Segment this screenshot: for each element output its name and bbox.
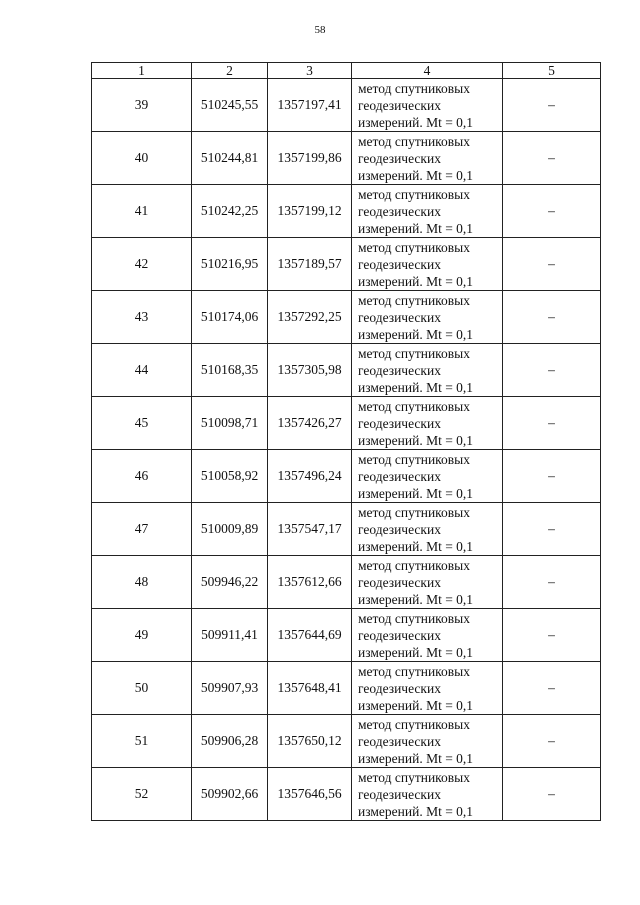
x-coordinate-cell: 510242,25 xyxy=(192,185,268,238)
column-header-1: 1 xyxy=(92,63,192,79)
y-coordinate-cell: 1357199,86 xyxy=(268,132,352,185)
method-cell xyxy=(352,662,503,715)
method-line: метод спутниковых xyxy=(358,186,470,202)
table-header-row xyxy=(92,63,601,79)
method-cell xyxy=(352,503,503,556)
method-line: геодезических xyxy=(358,97,441,113)
method-line: измерений. Mt = 0,1 xyxy=(358,591,474,607)
method-cell xyxy=(352,768,503,821)
x-coordinate-cell: 510009,89 xyxy=(192,503,268,556)
point-number-cell: 47 xyxy=(92,503,192,556)
method-line: метод спутниковых xyxy=(358,663,470,679)
method-line: геодезических xyxy=(358,309,441,325)
method-line: геодезических xyxy=(358,733,441,749)
point-number-cell: 42 xyxy=(92,238,192,291)
method-line: измерений. Mt = 0,1 xyxy=(358,379,474,395)
y-coordinate-cell: 1357199,12 xyxy=(268,185,352,238)
method-cell xyxy=(352,450,503,503)
method-line: измерений. Mt = 0,1 xyxy=(358,167,474,183)
coordinates-table xyxy=(91,62,601,821)
table-row xyxy=(92,344,601,397)
note-cell: – xyxy=(503,79,601,132)
x-coordinate-cell: 510245,55 xyxy=(192,79,268,132)
method-cell xyxy=(352,397,503,450)
method-line: геодезических xyxy=(358,362,441,378)
table-row xyxy=(92,79,601,132)
method-line: метод спутниковых xyxy=(358,133,470,149)
y-coordinate-cell: 1357189,57 xyxy=(268,238,352,291)
page-number: 58 xyxy=(314,24,326,36)
method-cell xyxy=(352,132,503,185)
note-cell: – xyxy=(503,662,601,715)
x-coordinate-cell: 510244,81 xyxy=(192,132,268,185)
method-line: измерений. Mt = 0,1 xyxy=(358,644,474,660)
method-line: метод спутниковых xyxy=(358,610,470,626)
note-cell: – xyxy=(503,344,601,397)
method-line: измерений. Mt = 0,1 xyxy=(358,697,474,713)
table-row xyxy=(92,715,601,768)
method-line: метод спутниковых xyxy=(358,80,470,96)
x-coordinate-cell: 509902,66 xyxy=(192,768,268,821)
y-coordinate-cell: 1357644,69 xyxy=(268,609,352,662)
x-coordinate-cell: 509946,22 xyxy=(192,556,268,609)
y-coordinate-cell: 1357197,41 xyxy=(268,79,352,132)
method-line: геодезических xyxy=(358,786,441,802)
table-row xyxy=(92,185,601,238)
table-row xyxy=(92,556,601,609)
note-cell: – xyxy=(503,609,601,662)
method-cell xyxy=(352,79,503,132)
point-number-cell: 48 xyxy=(92,556,192,609)
note-cell: – xyxy=(503,715,601,768)
y-coordinate-cell: 1357305,98 xyxy=(268,344,352,397)
method-line: геодезических xyxy=(358,150,441,166)
method-cell xyxy=(352,556,503,609)
method-cell xyxy=(352,185,503,238)
x-coordinate-cell: 509906,28 xyxy=(192,715,268,768)
table-row xyxy=(92,503,601,556)
note-cell: – xyxy=(503,238,601,291)
point-number-cell: 50 xyxy=(92,662,192,715)
table-row xyxy=(92,609,601,662)
point-number-cell: 49 xyxy=(92,609,192,662)
note-cell: – xyxy=(503,556,601,609)
method-line: измерений. Mt = 0,1 xyxy=(358,750,474,766)
method-line: геодезических xyxy=(358,468,441,484)
method-line: геодезических xyxy=(358,203,441,219)
method-line: метод спутниковых xyxy=(358,451,470,467)
method-line: геодезических xyxy=(358,627,441,643)
method-line: измерений. Mt = 0,1 xyxy=(358,538,474,554)
method-line: метод спутниковых xyxy=(358,557,470,573)
y-coordinate-cell: 1357650,12 xyxy=(268,715,352,768)
y-coordinate-cell: 1357547,17 xyxy=(268,503,352,556)
y-coordinate-cell: 1357646,56 xyxy=(268,768,352,821)
note-cell: – xyxy=(503,768,601,821)
method-line: геодезических xyxy=(358,415,441,431)
y-coordinate-cell: 1357648,41 xyxy=(268,662,352,715)
note-cell: – xyxy=(503,450,601,503)
method-line: геодезических xyxy=(358,680,441,696)
method-line: геодезических xyxy=(358,574,441,590)
x-coordinate-cell: 510216,95 xyxy=(192,238,268,291)
point-number-cell: 39 xyxy=(92,79,192,132)
point-number-cell: 45 xyxy=(92,397,192,450)
table-row xyxy=(92,132,601,185)
method-line: метод спутниковых xyxy=(358,769,470,785)
point-number-cell: 51 xyxy=(92,715,192,768)
x-coordinate-cell: 510174,06 xyxy=(192,291,268,344)
y-coordinate-cell: 1357292,25 xyxy=(268,291,352,344)
point-number-cell: 40 xyxy=(92,132,192,185)
table-row xyxy=(92,768,601,821)
point-number-cell: 44 xyxy=(92,344,192,397)
method-cell xyxy=(352,344,503,397)
method-line: измерений. Mt = 0,1 xyxy=(358,803,474,819)
point-number-cell: 46 xyxy=(92,450,192,503)
method-line: геодезических xyxy=(358,521,441,537)
table-row xyxy=(92,450,601,503)
x-coordinate-cell: 510168,35 xyxy=(192,344,268,397)
y-coordinate-cell: 1357612,66 xyxy=(268,556,352,609)
x-coordinate-cell: 510058,92 xyxy=(192,450,268,503)
column-header-5: 5 xyxy=(503,63,601,79)
column-header-4: 4 xyxy=(352,63,503,79)
method-cell xyxy=(352,291,503,344)
method-line: измерений. Mt = 0,1 xyxy=(358,114,474,130)
method-line: метод спутниковых xyxy=(358,504,470,520)
point-number-cell: 52 xyxy=(92,768,192,821)
method-line: метод спутниковых xyxy=(358,716,470,732)
method-line: измерений. Mt = 0,1 xyxy=(358,432,474,448)
method-line: метод спутниковых xyxy=(358,239,470,255)
point-number-cell: 41 xyxy=(92,185,192,238)
method-line: измерений. Mt = 0,1 xyxy=(358,485,474,501)
method-line: метод спутниковых xyxy=(358,345,470,361)
table-row xyxy=(92,291,601,344)
column-header-2: 2 xyxy=(192,63,268,79)
note-cell: – xyxy=(503,291,601,344)
method-line: геодезических xyxy=(358,256,441,272)
method-cell xyxy=(352,609,503,662)
x-coordinate-cell: 509907,93 xyxy=(192,662,268,715)
note-cell: – xyxy=(503,185,601,238)
note-cell: – xyxy=(503,397,601,450)
point-number-cell: 43 xyxy=(92,291,192,344)
y-coordinate-cell: 1357496,24 xyxy=(268,450,352,503)
table-row xyxy=(92,662,601,715)
method-line: метод спутниковых xyxy=(358,292,470,308)
column-header-3: 3 xyxy=(268,63,352,79)
method-line: измерений. Mt = 0,1 xyxy=(358,326,474,342)
table-row xyxy=(92,397,601,450)
table-row xyxy=(92,238,601,291)
y-coordinate-cell: 1357426,27 xyxy=(268,397,352,450)
method-cell xyxy=(352,715,503,768)
note-cell: – xyxy=(503,503,601,556)
x-coordinate-cell: 510098,71 xyxy=(192,397,268,450)
method-line: измерений. Mt = 0,1 xyxy=(358,273,474,289)
method-line: измерений. Mt = 0,1 xyxy=(358,220,474,236)
x-coordinate-cell: 509911,41 xyxy=(192,609,268,662)
table-body xyxy=(92,79,601,821)
method-line: метод спутниковых xyxy=(358,398,470,414)
method-cell xyxy=(352,238,503,291)
note-cell: – xyxy=(503,132,601,185)
